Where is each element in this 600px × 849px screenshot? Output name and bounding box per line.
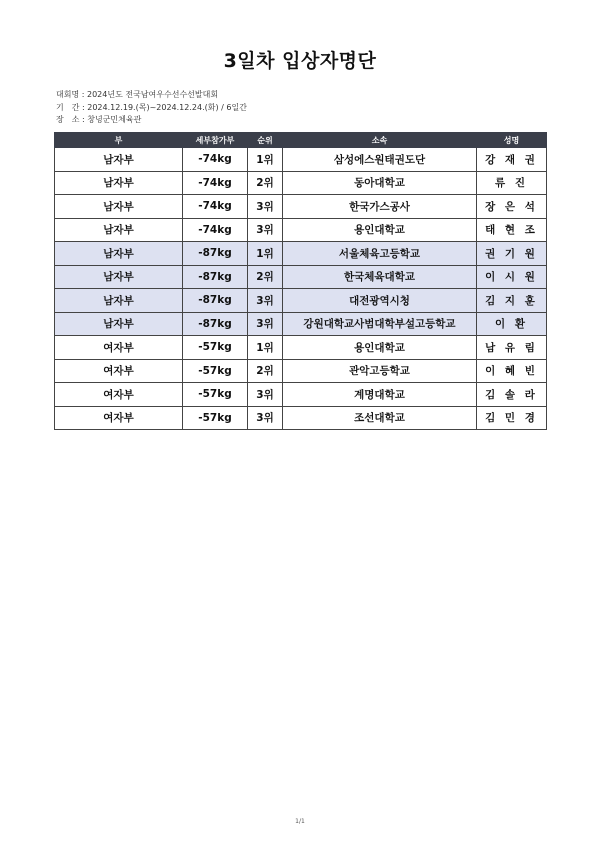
cell-division: 남자부 — [55, 242, 183, 266]
page-number: 1/1 — [295, 818, 305, 825]
cell-division: 남자부 — [55, 265, 183, 289]
cell-weight-class: -87kg — [183, 312, 248, 336]
cell-division: 남자부 — [55, 195, 183, 219]
table-row — [55, 171, 547, 195]
header-weight-class: 세부참가부 — [183, 133, 248, 148]
cell-athlete-name: 김 솔 라 — [477, 383, 547, 407]
cell-division: 여자부 — [55, 359, 183, 383]
cell-rank: 2위 — [248, 265, 283, 289]
cell-athlete-name: 태 현 조 — [477, 218, 547, 242]
event-info — [56, 89, 247, 127]
cell-athlete-name: 김 지 훈 — [477, 289, 547, 313]
cell-rank: 1위 — [248, 242, 283, 266]
header-rank: 순위 — [248, 133, 283, 148]
cell-team: 한국가스공사 — [283, 195, 477, 219]
cell-rank: 3위 — [248, 383, 283, 407]
cell-team: 계명대학교 — [283, 383, 477, 407]
cell-weight-class: -57kg — [183, 406, 248, 430]
cell-athlete-name: 이 시 원 — [477, 265, 547, 289]
cell-team: 동아대학교 — [283, 171, 477, 195]
cell-rank: 3위 — [248, 406, 283, 430]
header-team: 소속 — [283, 133, 477, 148]
cell-team: 용인대학교 — [283, 218, 477, 242]
table-row — [55, 148, 547, 172]
cell-rank: 2위 — [248, 359, 283, 383]
table-row — [55, 265, 547, 289]
table-row — [55, 406, 547, 430]
cell-team: 서울체육고등학교 — [283, 242, 477, 266]
cell-athlete-name: 이 혜 빈 — [477, 359, 547, 383]
table-row — [55, 218, 547, 242]
cell-division: 남자부 — [55, 218, 183, 242]
cell-athlete-name: 류 진 — [477, 171, 547, 195]
cell-rank: 3위 — [248, 218, 283, 242]
cell-athlete-name: 김 민 경 — [477, 406, 547, 430]
table-row — [55, 195, 547, 219]
cell-team: 한국체육대학교 — [283, 265, 477, 289]
table-row — [55, 242, 547, 266]
event-period-row — [56, 102, 247, 115]
cell-weight-class: -87kg — [183, 289, 248, 313]
cell-weight-class: -57kg — [183, 383, 248, 407]
cell-weight-class: -57kg — [183, 359, 248, 383]
cell-division: 남자부 — [55, 289, 183, 313]
header-division: 부 — [55, 133, 183, 148]
cell-weight-class: -74kg — [183, 171, 248, 195]
cell-weight-class: -74kg — [183, 148, 248, 172]
cell-division: 여자부 — [55, 383, 183, 407]
table-row — [55, 336, 547, 360]
results-table — [54, 132, 547, 430]
cell-athlete-name: 이 환 — [477, 312, 547, 336]
page-title: 3일차 입상자명단 — [223, 50, 377, 72]
cell-athlete-name: 남 유 림 — [477, 336, 547, 360]
cell-team: 용인대학교 — [283, 336, 477, 360]
cell-team: 조선대학교 — [283, 406, 477, 430]
header-name: 성명 — [477, 133, 547, 148]
event-venue-row — [56, 114, 247, 127]
cell-division: 여자부 — [55, 406, 183, 430]
event-name-row — [56, 89, 247, 102]
cell-team: 강원대학교사범대학부설고등학교 — [283, 312, 477, 336]
event-venue-label: 장 소 : — [56, 115, 85, 124]
cell-division: 남자부 — [55, 312, 183, 336]
cell-rank: 1위 — [248, 148, 283, 172]
cell-team: 관악고등학교 — [283, 359, 477, 383]
cell-rank: 3위 — [248, 195, 283, 219]
cell-weight-class: -87kg — [183, 242, 248, 266]
event-period: 2024.12.19.(목)~2024.12.24.(화) / 6일간 — [87, 102, 247, 112]
event-period-label: 기 간 : — [56, 102, 85, 112]
table-row — [55, 383, 547, 407]
event-venue: 창녕군민체육관 — [87, 115, 142, 124]
cell-rank: 3위 — [248, 289, 283, 313]
cell-weight-class: -74kg — [183, 195, 248, 219]
table-header-row — [55, 133, 547, 148]
cell-athlete-name: 강 재 권 — [477, 148, 547, 172]
table-row — [55, 289, 547, 313]
table-row — [55, 359, 547, 383]
event-name-label: 대회명 : — [56, 90, 85, 99]
cell-division: 남자부 — [55, 171, 183, 195]
cell-athlete-name: 장 은 석 — [477, 195, 547, 219]
cell-division: 여자부 — [55, 336, 183, 360]
cell-division: 남자부 — [55, 148, 183, 172]
cell-rank: 3위 — [248, 312, 283, 336]
cell-weight-class: -87kg — [183, 265, 248, 289]
cell-weight-class: -74kg — [183, 218, 248, 242]
cell-rank: 1위 — [248, 336, 283, 360]
cell-weight-class: -57kg — [183, 336, 248, 360]
event-name: 2024년도 전국남여우수선수선발대회 — [86, 90, 219, 99]
cell-team: 삼성에스원태권도단 — [283, 148, 477, 172]
table-row — [55, 312, 547, 336]
cell-athlete-name: 권 기 원 — [477, 242, 547, 266]
cell-rank: 2위 — [248, 171, 283, 195]
cell-team: 대전광역시청 — [283, 289, 477, 313]
